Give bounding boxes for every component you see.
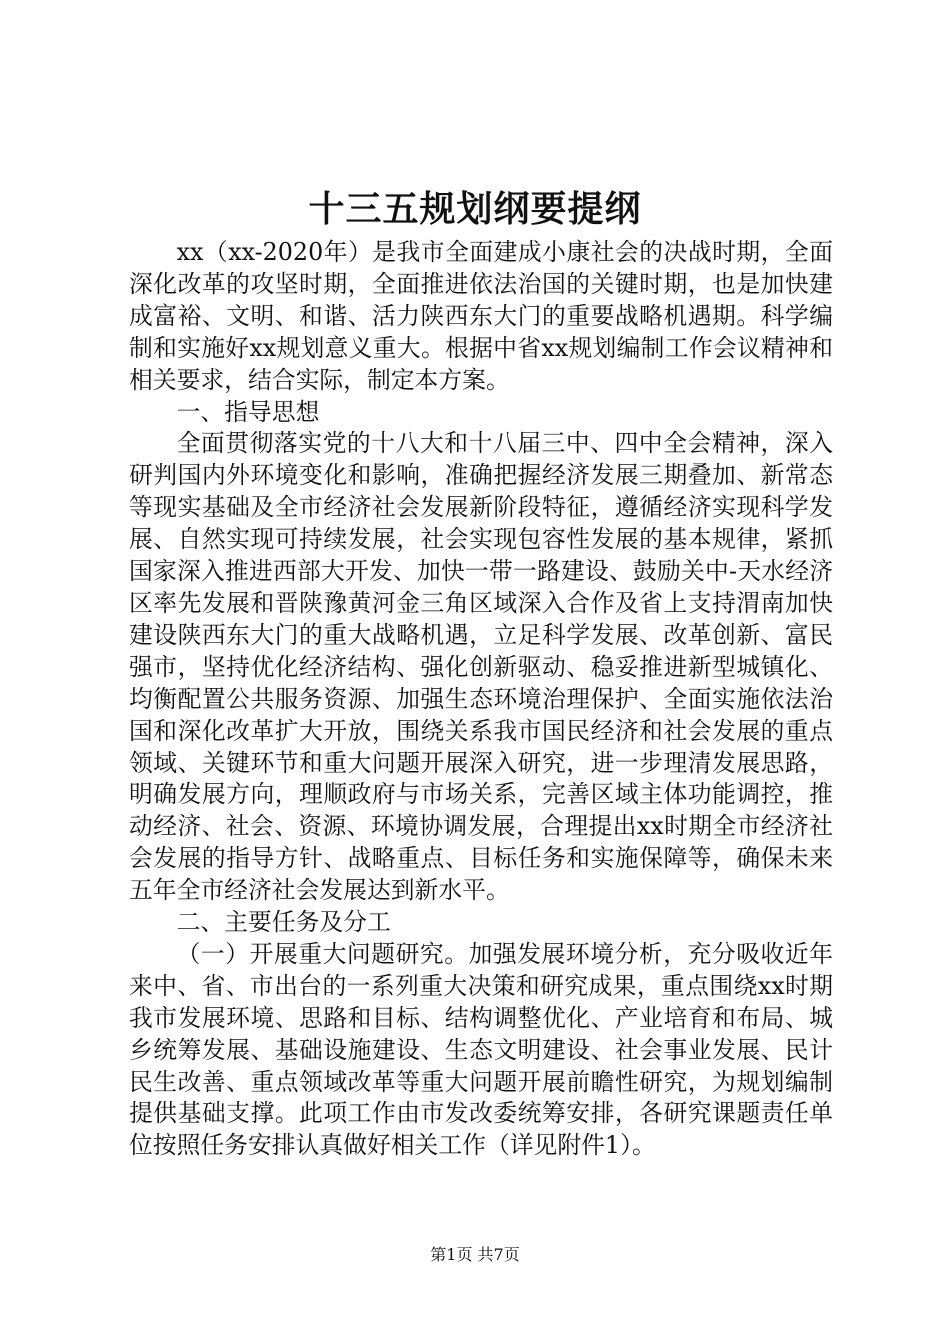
document-body (129, 237, 833, 1162)
section-heading-main-tasks: 二、主要任务及分工 (176, 908, 391, 937)
intro-paragraph: xx（xx-2020年）是我市全面建成小康社会的决战时期，全面深化改革的攻坚时期，全面推进依法治国的关键时期，也是加快建成富裕、文明、和谐、活力陕西东大门的重要战略机遇期。科学编制和实施好xx规划意义重大。根据中省xx规划编制工作会议精神和相关要求，结合实际，制定本方案。 (129, 238, 833, 394)
section-heading-guiding-ideology: 一、指导思想 (176, 397, 320, 426)
main-tasks-paragraph: （一）开展重大问题研究。加强发展环境分析，充分吸收近年来中、省、市出台的一系列重大决策和研究成果，重点围绕xx时期我市发展环境、思路和目标、结构调整优化、产业培育和布局、城乡统筹发展、基础设施建设、生态文明建设、社会事业发展、民计民生改善、重点领域改革等重大问题开展前瞻性研究，为规划编制提供基础支撑。此项工作由市发改委统筹安排，各研究课题责任单位按照任务安排认真做好相关工作（详见附件1）。 (129, 939, 833, 1160)
page-number-footer: 第1页 共7页 (430, 1245, 520, 1264)
guiding-ideology-paragraph: 全面贯彻落实党的十八大和十八届三中、四中全会精神，深入研判国内外环境变化和影响，准确把握经济发展三期叠加、新常态等现实基础及全市经济社会发展新阶段特征，遵循经济实现科学发展、自然实现可持续发展，社会实现包容性发展的基本规律，紧抓国家深入推进西部大开发、加快一带一路建设、鼓励关中-天水经济区率先发展和晋陕豫黄河金三角区域深入合作及省上支持渭南加快建设陕西东大门的重大战略机遇，立足科学发展、改革创新、富民强市，坚持优化经济结构、强化创新驱动、稳妥推进新型城镇化、均衡配置公共服务资源、加强生态环境治理保护、全面实施依法治国和深化改革扩大开放，围绕关系我市国民经济和社会发展的重点领域、关键环节和重大问题开展深入研究，进一步理清发展思路，明确发展方向，理顺政府与市场关系，完善区域主体功能调控，推动经济、社会、资源、环境协调发展，合理提出xx时期全市经济社会发展的指导方针、战略重点、目标任务和实施保障等，确保未来五年全市经济社会发展达到新水平。 (129, 429, 833, 905)
document-title: 十三五规划纲要提纲 (308, 188, 642, 230)
